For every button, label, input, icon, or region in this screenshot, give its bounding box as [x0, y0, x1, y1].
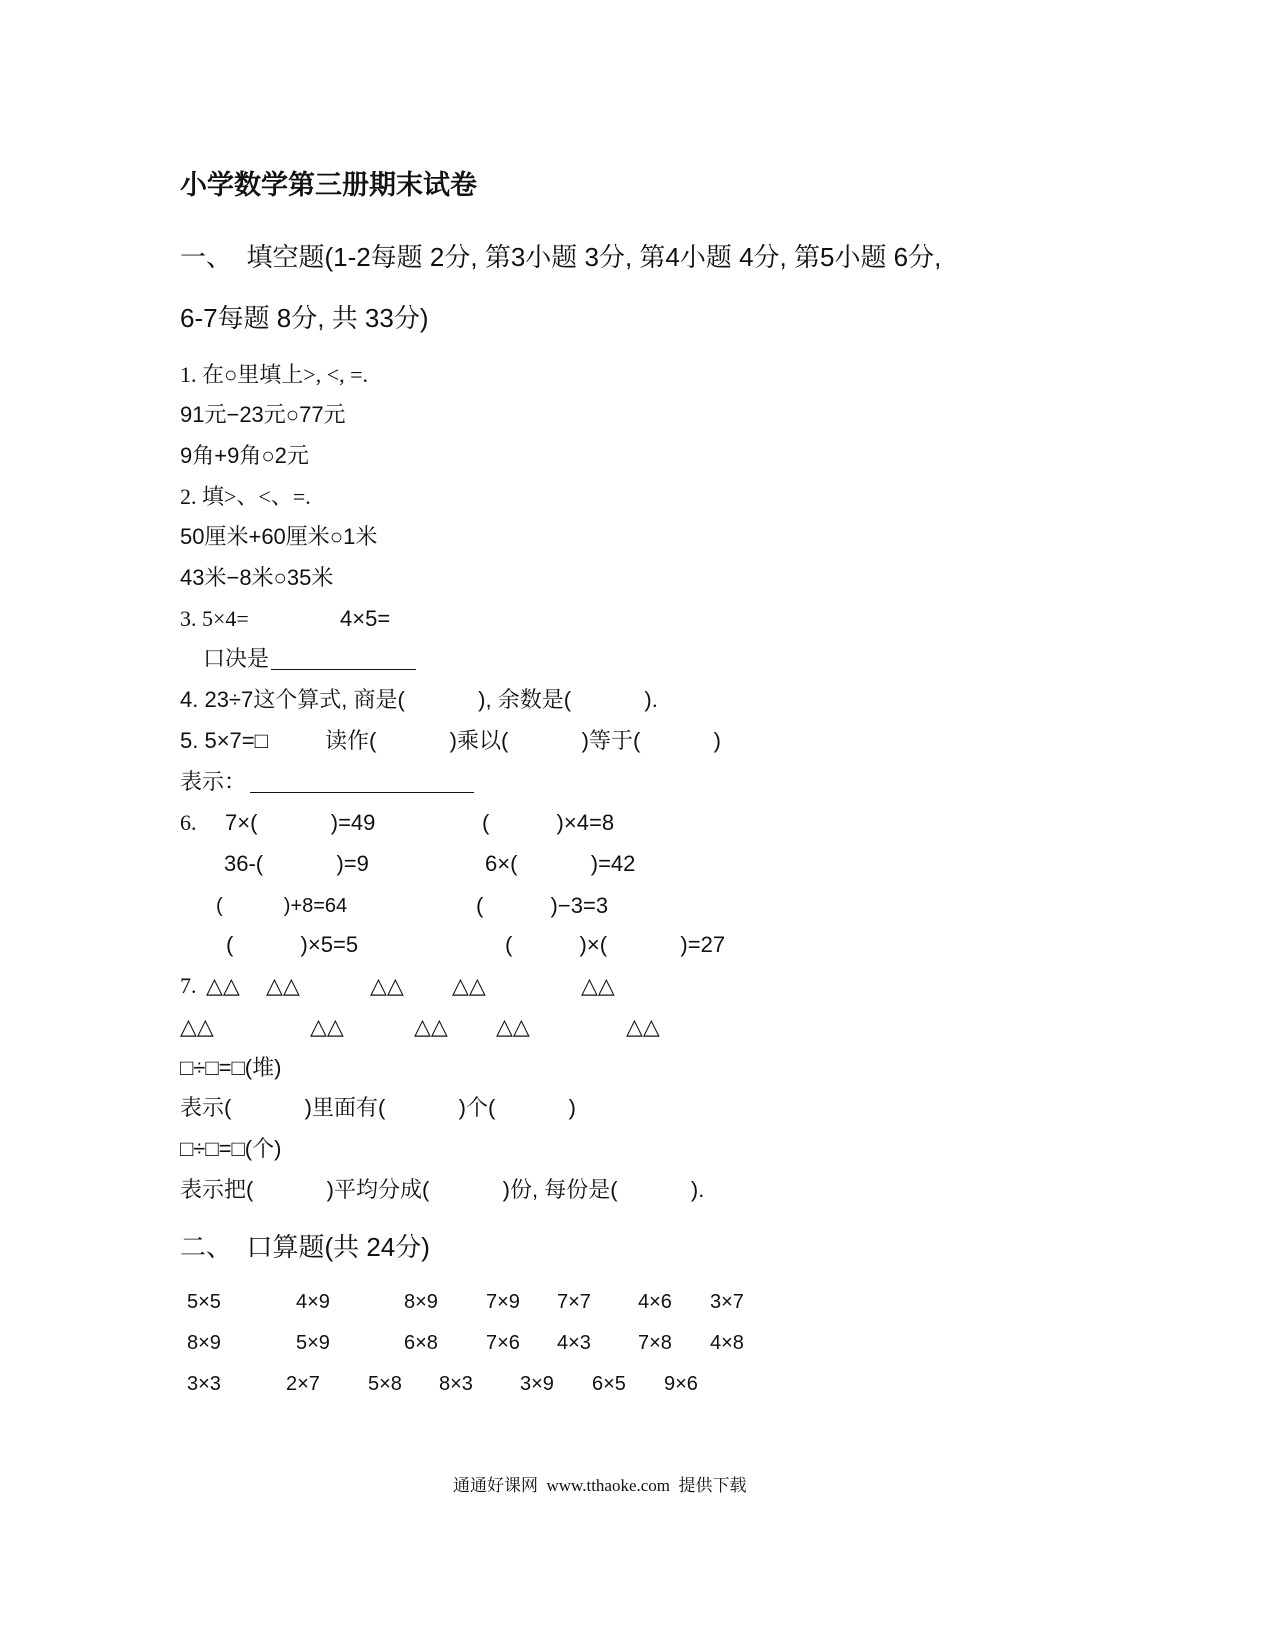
triangle-pair: △△ — [370, 973, 404, 998]
triangle-pair: △△ — [310, 1014, 344, 1039]
question-2-item-1: 50厘米+60厘米○1米 — [180, 524, 378, 549]
question-1-prompt: 1. 在○里填上>, <, =. — [180, 362, 369, 387]
math-item: 3×9 — [520, 1373, 554, 1395]
question-6-row-1-right: ( )×4=8 — [482, 810, 615, 835]
math-item: 4×6 — [638, 1291, 672, 1313]
math-item: 4×3 — [557, 1332, 591, 1354]
question-7-equation-1-desc: 表示( )里面有( )个( ) — [180, 1095, 577, 1120]
question-3-part-b: 4×5= — [340, 606, 391, 631]
math-item: 7×7 — [557, 1291, 591, 1313]
math-item: 7×9 — [486, 1291, 520, 1313]
math-item: 4×9 — [296, 1291, 330, 1313]
question-4-text: 4. 23÷7这个算式, 商是( ), 余数是( ). — [180, 687, 658, 712]
question-1-item-1: 91元−23元○77元 — [180, 402, 346, 427]
math-item: 8×9 — [187, 1332, 221, 1354]
math-item: 3×3 — [187, 1373, 221, 1395]
section-1-heading-line-2: 6-7每题 8分, 共 33分) — [180, 303, 429, 333]
math-item: 5×8 — [368, 1373, 402, 1395]
triangle-pair: △△ — [206, 973, 240, 998]
math-item: 3×7 — [710, 1291, 744, 1313]
page-title: 小学数学第三册期末试卷 — [180, 170, 477, 200]
triangle-pair: △△ — [180, 1014, 214, 1039]
triangle-pair: △△ — [452, 973, 486, 998]
triangle-pair: △△ — [266, 973, 300, 998]
question-6-row-3-right: ( )−3=3 — [476, 893, 609, 918]
math-item: 7×8 — [638, 1332, 672, 1354]
math-item: 5×9 — [296, 1332, 330, 1354]
section-2-heading: 二、 口算题(共 24分) — [180, 1232, 430, 1262]
question-1-item-2: 9角+9角○2元 — [180, 443, 309, 468]
question-5-part-b: 读作( )乘以( )等于( ) — [325, 728, 722, 753]
triangle-pair: △△ — [626, 1014, 660, 1039]
question-7-equation-2: □÷□=□(个) — [180, 1136, 282, 1161]
question-3-answer-line — [271, 669, 416, 670]
question-7-label: 7. — [180, 973, 197, 998]
question-2-prompt: 2. 填>、<、=. — [180, 484, 311, 509]
math-item: 7×6 — [486, 1332, 520, 1354]
math-item: 6×5 — [592, 1373, 626, 1395]
question-5-part-a: 5. 5×7=□ — [180, 728, 268, 753]
question-6-row-4-right: ( )×( )=27 — [505, 932, 726, 957]
triangle-pair: △△ — [581, 973, 615, 998]
math-item: 8×9 — [404, 1291, 438, 1313]
question-6-row-2-right: 6×( )=42 — [485, 851, 636, 876]
question-6-label: 6. — [180, 810, 197, 835]
question-6-row-3-left: ( )+8=64 — [216, 895, 348, 917]
section-1-heading-line-1: 一、 填空题(1-2每题 2分, 第3小题 3分, 第4小题 4分, 第5小题 6分, — [180, 242, 942, 272]
triangle-pair: △△ — [496, 1014, 530, 1039]
question-7-equation-2-desc: 表示把( )平均分成( )份, 每份是( ). — [180, 1177, 705, 1202]
math-item: 6×8 — [404, 1332, 438, 1354]
question-5-part-c: 表示： — [180, 769, 247, 794]
footer-credit: 通通好课网 www.tthaoke.com 提供下载 — [453, 1476, 747, 1495]
question-3-part-a: 3. 5×4= — [180, 606, 249, 631]
question-3-koujue-label: 口决是 — [203, 646, 270, 671]
question-2-item-2: 43米−8米○35米 — [180, 565, 334, 590]
math-item: 8×3 — [439, 1373, 473, 1395]
math-item: 4×8 — [710, 1332, 744, 1354]
question-6-row-1-left: 7×( )=49 — [225, 810, 376, 835]
triangle-pair: △△ — [414, 1014, 448, 1039]
math-item: 2×7 — [286, 1373, 320, 1395]
question-5-answer-line — [250, 792, 474, 793]
math-item: 9×6 — [664, 1373, 698, 1395]
question-7-equation-1: □÷□=□(堆) — [180, 1055, 282, 1080]
question-6-row-4-left: ( )×5=5 — [226, 932, 359, 957]
question-6-row-2-left: 36-( )=9 — [224, 851, 369, 876]
math-item: 5×5 — [187, 1291, 221, 1313]
